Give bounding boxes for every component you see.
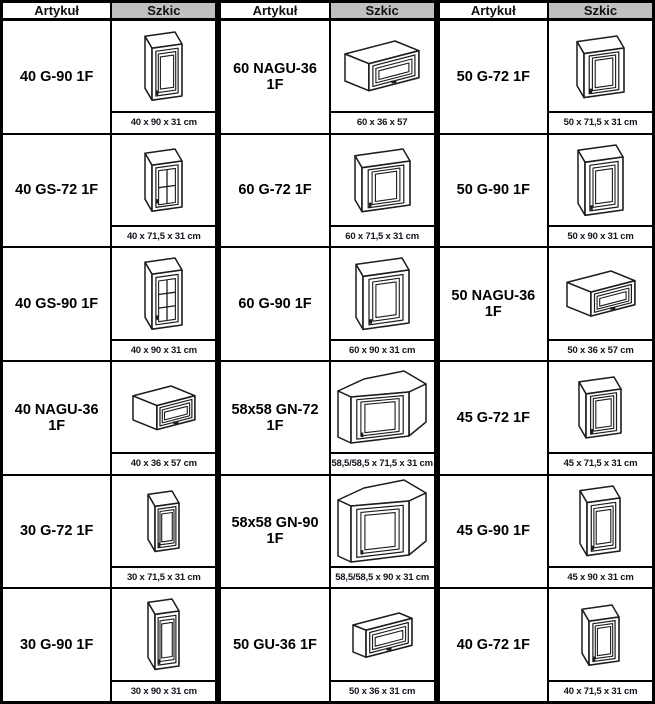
cabinet-sketch xyxy=(112,362,215,452)
column-header-artykul: Artykuł xyxy=(438,2,548,20)
catalog-row xyxy=(220,361,435,475)
cabinet-flap-door-icon xyxy=(343,39,421,93)
dimension-label: 45 x 71,5 x 31 cm xyxy=(549,452,652,473)
cabinet-sketch xyxy=(331,135,434,225)
catalog-row xyxy=(220,20,435,134)
article-name: 60 G-90 1F xyxy=(238,296,312,313)
catalog-row xyxy=(438,588,653,702)
article-cell xyxy=(438,361,548,475)
article-name: 45 G-72 1F xyxy=(456,409,530,426)
article-name: 60 G-72 1F xyxy=(238,182,312,199)
cabinet-flap-door-icon xyxy=(351,611,414,659)
sketch-cell xyxy=(548,588,654,702)
article-cell xyxy=(438,20,548,134)
sketch-cell xyxy=(111,361,217,475)
column-header-szkic: Szkic xyxy=(111,2,217,20)
cabinet-sketch xyxy=(112,476,215,566)
article-cell xyxy=(220,361,330,475)
cabinet-door-icon xyxy=(578,484,622,558)
catalog-row xyxy=(2,134,217,248)
catalog-row xyxy=(438,475,653,589)
dimension-label: 40 x 90 x 31 cm xyxy=(112,111,215,132)
cabinet-sketch xyxy=(112,249,215,339)
cabinet-sketch xyxy=(331,362,434,452)
sketch-cell xyxy=(330,588,436,702)
column-header-szkic: Szkic xyxy=(330,2,436,20)
catalog-row xyxy=(220,588,435,702)
dimension-label: 58,5/58,5 x 90 x 31 cm xyxy=(331,566,434,587)
dimension-label: 40 x 90 x 31 cm xyxy=(112,339,215,360)
article-cell xyxy=(220,588,330,702)
dimension-label: 30 x 90 x 31 cm xyxy=(112,680,215,701)
dimension-label: 60 x 36 x 57 xyxy=(331,111,434,132)
cabinet-corner-icon xyxy=(336,478,428,564)
dimension-label: 50 x 71,5 x 31 cm xyxy=(549,111,652,132)
catalog-table-middle xyxy=(218,0,436,704)
dimension-label: 40 x 71,5 x 31 cm xyxy=(549,680,652,701)
column-header-artykul: Artykuł xyxy=(220,2,330,20)
article-name: 50 GU-36 1F xyxy=(233,637,317,654)
catalog-row xyxy=(2,20,217,134)
cabinet-door-icon xyxy=(577,375,623,440)
sketch-cell xyxy=(111,588,217,702)
sketch-cell xyxy=(330,20,436,134)
cabinet-door-icon xyxy=(580,603,621,667)
cabinet-sketch xyxy=(549,362,652,452)
cabinet-sketch xyxy=(549,135,652,225)
sketch-cell xyxy=(330,247,436,361)
article-name: 50 G-72 1F xyxy=(456,68,530,85)
cabinet-door-icon xyxy=(576,143,625,217)
dimension-label: 58,5/58,5 x 71,5 x 31 cm xyxy=(331,452,434,473)
cabinet-sketch xyxy=(331,476,434,566)
dimension-label: 40 x 36 x 57 cm xyxy=(112,452,215,473)
dimension-label: 50 x 36 x 31 cm xyxy=(331,680,434,701)
cabinet-sketch xyxy=(331,21,434,111)
catalog-row xyxy=(438,134,653,248)
article-cell xyxy=(2,247,112,361)
article-cell xyxy=(2,134,112,248)
cabinet-sketch xyxy=(549,476,652,566)
sketch-cell xyxy=(330,361,436,475)
dimension-label: 60 x 90 x 31 cm xyxy=(331,339,434,360)
dimension-label: 50 x 36 x 57 cm xyxy=(549,339,652,360)
catalog-row xyxy=(2,475,217,589)
cabinet-sketch xyxy=(112,135,215,225)
catalog-row xyxy=(438,20,653,134)
catalog-row xyxy=(438,361,653,475)
cabinet-sketch xyxy=(331,249,434,339)
cabinet-door-icon xyxy=(575,34,626,100)
sketch-cell xyxy=(111,247,217,361)
article-name: 45 G-90 1F xyxy=(456,523,530,540)
article-cell xyxy=(2,20,112,134)
article-name: 30 G-72 1F xyxy=(19,523,94,540)
article-name: 50 NAGU-36 1F xyxy=(451,288,536,321)
sketch-cell xyxy=(548,20,654,134)
article-cell xyxy=(220,134,330,248)
dimension-label: 30 x 71,5 x 31 cm xyxy=(112,566,215,587)
article-name: 40 GS-72 1F xyxy=(15,182,99,199)
article-name: 30 G-90 1F xyxy=(19,637,94,654)
cabinet-sketch xyxy=(331,590,434,680)
cabinet-sketch xyxy=(549,21,652,111)
cabinet-door-icon xyxy=(146,597,181,671)
sketch-cell xyxy=(548,134,654,248)
cabinet-flap-door-icon xyxy=(565,269,637,318)
article-name: 58x58 GN-90 1F xyxy=(231,515,319,548)
article-cell xyxy=(220,247,330,361)
column-header-szkic: Szkic xyxy=(548,2,654,20)
article-cell xyxy=(438,475,548,589)
cabinet-flap-door-icon xyxy=(131,384,197,432)
cabinet-corner-icon xyxy=(336,369,428,445)
catalog-table-right xyxy=(437,0,655,704)
article-cell xyxy=(220,475,330,589)
article-cell xyxy=(438,247,548,361)
article-name: 40 G-90 1F xyxy=(19,68,94,85)
article-name: 40 GS-90 1F xyxy=(15,296,99,313)
cabinet-glass-door-icon xyxy=(143,256,184,331)
article-name: 40 G-72 1F xyxy=(456,637,530,654)
article-cell xyxy=(2,588,112,702)
article-cell xyxy=(2,475,112,589)
cabinet-sketch xyxy=(112,590,215,680)
article-cell xyxy=(2,361,112,475)
article-name: 40 NAGU-36 1F xyxy=(14,401,99,434)
sketch-cell xyxy=(330,475,436,589)
catalog-row xyxy=(220,134,435,248)
article-cell xyxy=(438,588,548,702)
column-header-artykul: Artykuł xyxy=(2,2,112,20)
sketch-cell xyxy=(548,361,654,475)
sketch-cell xyxy=(330,134,436,248)
catalog-row xyxy=(220,247,435,361)
catalog-row xyxy=(438,247,653,361)
catalog-row xyxy=(220,475,435,589)
sketch-cell xyxy=(548,475,654,589)
catalog-row xyxy=(2,361,217,475)
sketch-cell xyxy=(111,475,217,589)
dimension-label: 45 x 90 x 31 cm xyxy=(549,566,652,587)
catalog-row xyxy=(2,247,217,361)
dimension-label: 60 x 71,5 x 31 cm xyxy=(331,225,434,246)
catalog-table-left xyxy=(0,0,218,704)
cabinet-sketch xyxy=(112,21,215,111)
dimension-label: 50 x 90 x 31 cm xyxy=(549,225,652,246)
cabinet-door-icon xyxy=(146,489,181,553)
cabinet-door-icon xyxy=(143,30,184,102)
article-name: 60 NAGU-36 1F xyxy=(233,60,317,93)
dimension-label: 40 x 71,5 x 31 cm xyxy=(112,225,215,246)
cabinet-sketch xyxy=(549,249,652,339)
catalog-row xyxy=(2,588,217,702)
article-cell xyxy=(438,134,548,248)
cabinet-door-icon xyxy=(354,256,411,331)
sketch-cell xyxy=(548,247,654,361)
article-cell xyxy=(220,20,330,134)
cabinet-sketch xyxy=(549,590,652,680)
cabinet-glass-door-icon xyxy=(143,147,184,213)
cabinet-door-icon xyxy=(353,147,412,214)
sketch-cell xyxy=(111,134,217,248)
article-name: 58x58 GN-72 1F xyxy=(231,401,319,434)
sketch-cell xyxy=(111,20,217,134)
article-name: 50 G-90 1F xyxy=(456,182,530,199)
